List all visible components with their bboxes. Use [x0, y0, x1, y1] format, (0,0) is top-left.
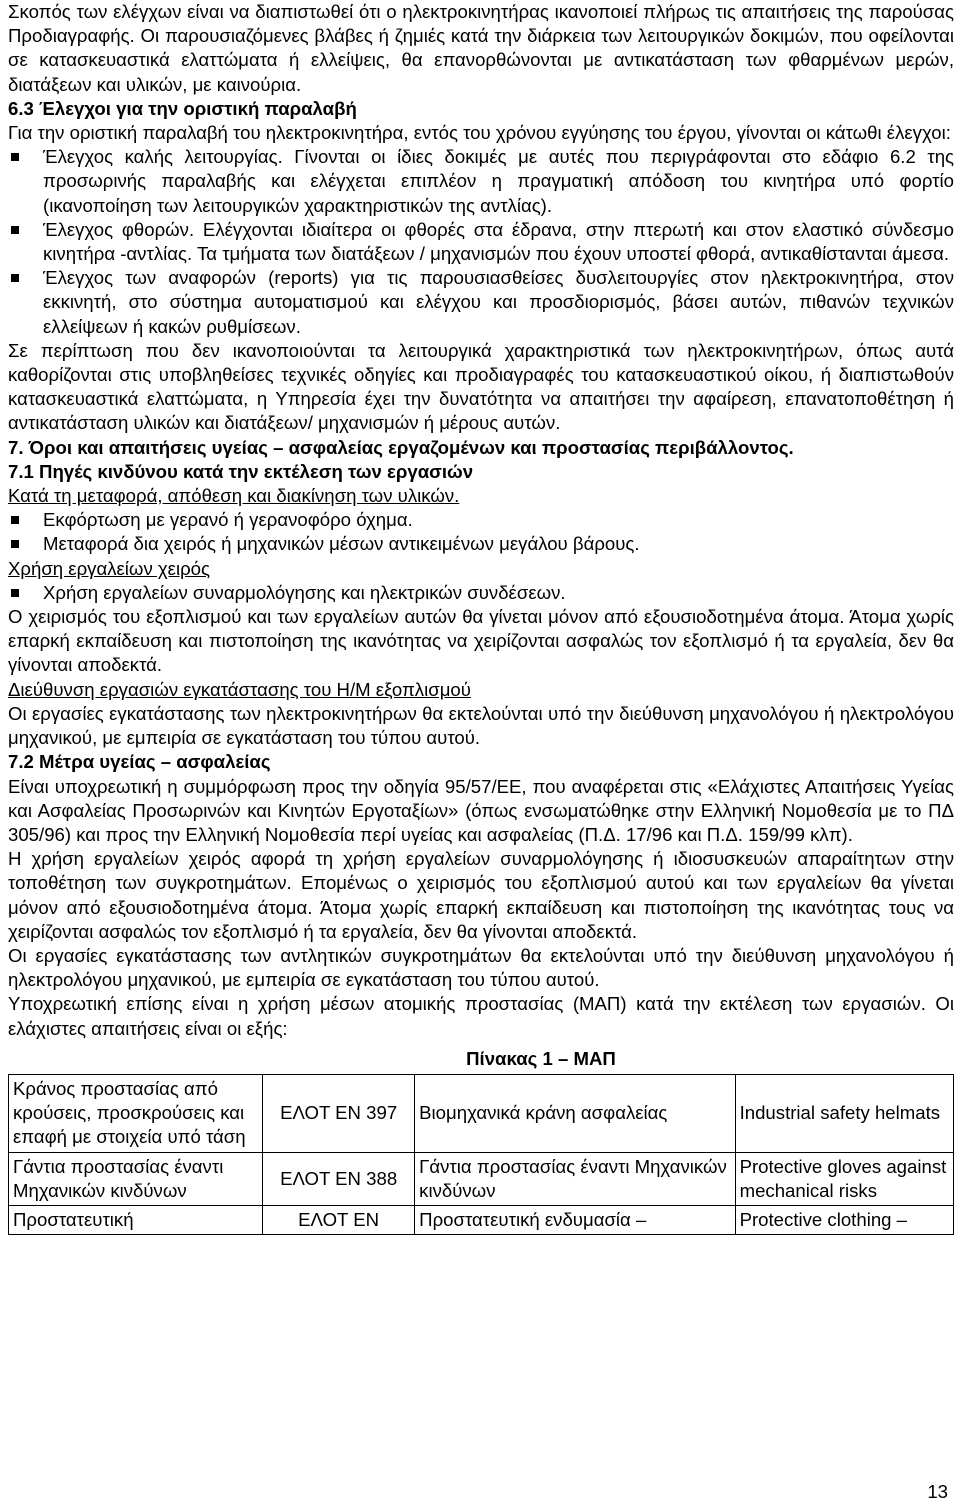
section-6-3-text: Για την οριστική παραλαβή του ηλεκτροκινητήρα, εντός του χρόνου εγγύησης του έργου, γίνονται οι κάτωθι έλεγχοι: [8, 122, 951, 144]
square-bullet-icon [11, 153, 19, 161]
square-bullet-icon [11, 516, 19, 524]
section-7-2-paragraph: Υποχρεωτική επίσης είναι η χρήση μέσων ατομικής προστασίας (ΜΑΠ) κατά την εκτέλεση των εργασιών. Οι ελάχιστες απαιτήσεις είναι οι εξής: [8, 993, 954, 1039]
bullet-text: Έλεγχος φθορών. Ελέγχονται ιδιαίτερα οι φθορές στα έδρανα, στην πτερωτή και στον ελαστικό σύνδεσμο κινητήρα -αντλίας. Τα τμήματα των διατάξεων / μηχανισμών που έχουν υποστεί φθορά, αντικαθίστανται άμεσα. [43, 218, 954, 265]
list-item [8, 532, 954, 556]
square-bullet-icon [11, 540, 19, 548]
table-cell: ΕΛΟΤ ΕΝ 397 [263, 1074, 415, 1152]
square-bullet-icon [11, 226, 19, 234]
square-bullet-icon [11, 589, 19, 597]
table-cell: ΕΛΟΤ ΕΝ 388 [263, 1152, 415, 1205]
section-7-2-paragraph: Είναι υποχρεωτική η συμμόρφωση προς την οδηγία 95/57/ΕΕ, που αναφέρεται στις «Ελάχιστες Απαιτήσεις Υγείας και Ασφαλείας Προσωρινών και Κινητών Εργοταξίων» (όπως ενσωματώθηκε στην Ελληνική Νομοθεσία με το ΠΔ 305/96) και προς την Ελληνική Νομοθεσία περί υγείας και ασφαλείας (Π.Δ. 17/96 και Π.Δ. 159/99 κλπ). [8, 775, 954, 845]
table-row [9, 1205, 954, 1234]
hand-tools-text: Ο χειρισμός του εξοπλισμού και των εργαλείων αυτών θα γίνεται μόνον από εξουσιοδοτημένα άτομα. Άτομα χωρίς επαρκή εκπαίδευση και πιστοποίηση της ικανότητας να χειρίζονται ασφαλώς τον εξοπλισμό ή τα εργαλεία, δεν θα γίνονται αποδεκτά. [8, 606, 954, 676]
list-item [8, 508, 954, 532]
table-cell: Γάντια προστασίας έναντι Μηχανικών κινδύνων [9, 1152, 263, 1205]
list-item [8, 145, 954, 218]
supervision-text: Οι εργασίες εγκατάστασης των ηλεκτροκινητήρων θα εκτελούνται υπό την διεύθυνση μηχανολόγου ή ηλεκτρολόγου μηχανικού, με εμπειρία σε εγκατάσταση του τύπου αυτού. [8, 702, 954, 749]
table-row [9, 1074, 954, 1152]
table-cell: Γάντια προστασίας έναντι Μηχανικών κινδύνων [415, 1152, 735, 1205]
bullet-text: Έλεγχος καλής λειτουργίας. Γίνονται οι ίδιες δοκιμές με αυτές που περιγράφονται στο εδάφιο 6.2 της προσωρινής παραλαβής και ελέγχεται επιπλέον η πραγματική απόδοση του κινητήρα υπό φορτίο (ικανοποίηση των λειτουργικών χαρακτηριστικών της αντλίας). [43, 146, 954, 216]
transport-bullet-list [8, 508, 954, 556]
section-7-2-heading: 7.2 Μέτρα υγείας – ασφαλείας [8, 751, 271, 773]
section-7-2-paragraph: Οι εργασίες εγκατάστασης των αντλητικών συγκροτημάτων θα εκτελούνται υπό την διεύθυνση μηχανολόγου ή ηλεκτρολόγου μηχανικού, με εμπειρία σε εγκατάσταση του τύπου αυτού. [8, 944, 954, 991]
bullet-text: Έλεγχος των αναφορών (reports) για τις παρουσιασθείσες δυσλειτουργίες στον ηλεκτροκινητήρα, στον εκκινητή, στο σύστημα αυτοματισμού και ελέγχου και προσδιορισμός, βάσει αυτών, πιθανών τεχνικών ελλείψεων ή κακών ρυθμίσεων. [43, 267, 954, 337]
bullet-text: Εκφόρτωση με γερανό ή γερανοφόρο όχημα. [43, 509, 413, 531]
table-cell: Προστατευτική ενδυμασία – [415, 1205, 735, 1234]
section-7-1-heading: 7.1 Πηγές κινδύνου κατά την εκτέλεση των εργασιών [8, 460, 474, 482]
bullet-text: Μεταφορά δια χειρός ή μηχανικών μέσων αντικειμένων μεγάλου βάρους. [43, 533, 640, 555]
table-cell: Βιομηχανικά κράνη ασφαλείας [415, 1074, 735, 1152]
table-cell: ΕΛΟΤ ΕΝ [263, 1205, 415, 1234]
list-item [8, 581, 954, 605]
intro-paragraph: Σκοπός των ελέγχων είναι να διαπιστωθεί ότι ο ηλεκτροκινητήρας ικανοποιεί πλήρως τις απαιτήσεις της παρούσας Προδιαγραφής. Οι παρουσιαζόμενες βλάβες ή ζημιές κατά την διάρκεια των λειτουργικών δοκιμών, που οφείλονται σε κατασκευαστικά ελαττώματα ή ελλείψεις, θα επανορθώνονται με αντικατάσταση των φθαρμένων μερών, διατάξεων και υλικών, με καινούρια. [8, 1, 954, 95]
section-7-heading: 7. Όροι και απαιτήσεις υγείας – ασφαλείας εργαζομένων και προστασίας περιβάλλοντος. [8, 436, 794, 458]
subheading-hand-tools: Χρήση εργαλείων χειρός [8, 557, 210, 579]
section-6-3-closing: Σε περίπτωση που δεν ικανοποιούνται τα λειτουργικά χαρακτηριστικά των ηλεκτροκινητήρων, όπως αυτά καθορίζονται στις υποβληθείσες τεχνικές οδηγίες και προδιαγραφές του κατασκευαστικού οίκου, ή διαπιστωθούν κατασκευαστικά ελαττώματα, η Υπηρεσία έχει την δυνατότητα να απαιτήσει την αφαίρεση, επανατοποθέτηση ή αντικατάσταση υλικών και διατάξεων/ μηχανισμών ή μέρους αυτών. [8, 339, 954, 434]
list-item [8, 266, 954, 339]
page-number: 13 [927, 1481, 948, 1502]
table-cell: Industrial safety helmats [735, 1074, 953, 1152]
section-6-3-heading: 6.3 Έλεγχοι για την οριστική παραλαβή [8, 97, 357, 119]
list-item [8, 218, 954, 266]
section-6-3-bullet-list [8, 145, 954, 339]
table-cell: Προστατευτική [9, 1205, 263, 1234]
subheading-transport: Κατά τη μεταφορά, απόθεση και διακίνηση των υλικών. [8, 485, 460, 507]
document-page [8, 0, 954, 1235]
table-row [9, 1152, 954, 1205]
subheading-supervision: Διεύθυνση εργασιών εγκατάστασης του Η/Μ εξοπλισμού [8, 678, 471, 700]
ppe-table [8, 1074, 954, 1235]
section-7-2-paragraph: Η χρήση εργαλείων χειρός αφορά τη χρήση εργαλείων συναρμολόγησης ή ιδιοσυσκευών απαραίτητων στην τοποθέτηση των συγκροτημάτων. Επομένως ο χειρισμός του εξοπλισμού αυτού και των εργαλείων θα γίνεται μόνον από εξουσιοδοτημένα άτομα. Άτομα χωρίς επαρκή εκπαίδευση και πιστοποίηση της ικανότητας τους να χειρίζονται ασφαλώς τον εξοπλισμό ή τα εργαλεία, δεν θα γίνονται αποδεκτά. [8, 848, 954, 942]
table-cell: Κράνος προστασίας από κρούσεις, προσκρούσεις και επαφή με στοιχεία υπό τάση [9, 1074, 263, 1152]
table-caption: Πίνακας 1 – ΜΑΠ [466, 1047, 616, 1069]
hand-tools-bullet-list [8, 581, 954, 605]
bullet-text: Χρήση εργαλείων συναρμολόγησης και ηλεκτρικών συνδέσεων. [43, 581, 566, 603]
table-cell: Protective clothing – [735, 1205, 953, 1234]
square-bullet-icon [11, 274, 19, 282]
table-cell: Protective gloves against mechanical risks [735, 1152, 953, 1205]
table-caption-wrap [8, 1047, 954, 1071]
